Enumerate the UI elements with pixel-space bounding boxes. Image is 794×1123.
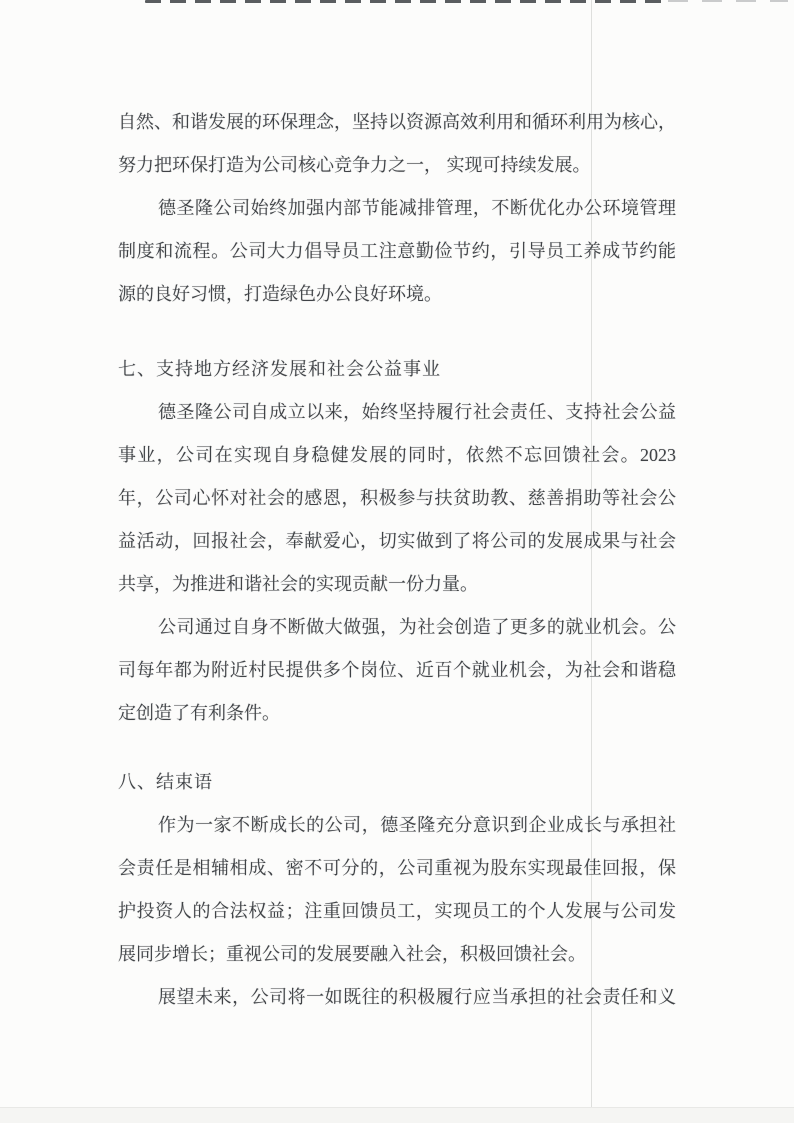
section-heading-7: 七、支持地方经济发展和社会公益事业: [118, 359, 441, 379]
text-line: 努力把环保打造为公司核心竞争力之一， 实现可持续发展。: [118, 155, 591, 175]
text-line: 德圣隆公司自成立以来，始终坚持履行社会责任、支持社会公益: [158, 402, 676, 422]
text-line: 护投资人的合法权益；注重回馈员工，实现员工的个人发展与公司发: [118, 901, 676, 921]
text-line: 展望未来，公司将一如既往的积极履行应当承担的社会责任和义: [158, 987, 676, 1007]
text-line: 作为一家不断成长的公司，德圣隆充分意识到企业成长与承担社: [158, 815, 676, 835]
text-line: 制度和流程。公司大力倡导员工注意勤俭节约，引导员工养成节约能: [118, 241, 676, 261]
text-line: 源的良好习惯，打造绿色办公良好环境。: [118, 284, 442, 304]
text-line: 会责任是相辅相成、密不可分的，公司重视为股东实现最佳回报，保: [118, 858, 676, 878]
document-body: [118, 101, 676, 1019]
text-line: 益活动，回报社会，奉献爱心，切实做到了将公司的发展成果与社会: [118, 531, 676, 551]
section-heading-8: 八、结束语: [118, 772, 213, 792]
text-line: 年，公司心怀对社会的感恩，积极参与扶贫助教、慈善捐助等社会公: [118, 488, 676, 508]
text-line: 展同步增长；重视公司的发展要融入社会，积极回馈社会。: [118, 944, 586, 964]
scan-artifact-top-edge: [145, 0, 665, 3]
text-line: 共享，为推进和谐社会的实现贡献一份力量。: [118, 574, 478, 594]
scan-artifact-bottom-edge: [0, 1107, 794, 1123]
text-line: 司每年都为附近村民提供多个岗位、近百个就业机会，为社会和谐稳: [118, 660, 676, 680]
text-line: 定创造了有利条件。: [118, 703, 280, 723]
text-line: 事业，公司在实现自身稳健发展的同时，依然不忘回馈社会。2023: [118, 445, 676, 465]
scan-artifact-top-edge-faint: [668, 0, 788, 2]
text-line: 德圣隆公司始终加强内部节能减排管理，不断优化办公环境管理: [158, 198, 676, 218]
text-line: 公司通过自身不断做大做强，为社会创造了更多的就业机会。公: [158, 617, 676, 637]
text-line: 自然、和谐发展的环保理念，坚持以资源高效利用和循环利用为核心，: [118, 112, 676, 132]
